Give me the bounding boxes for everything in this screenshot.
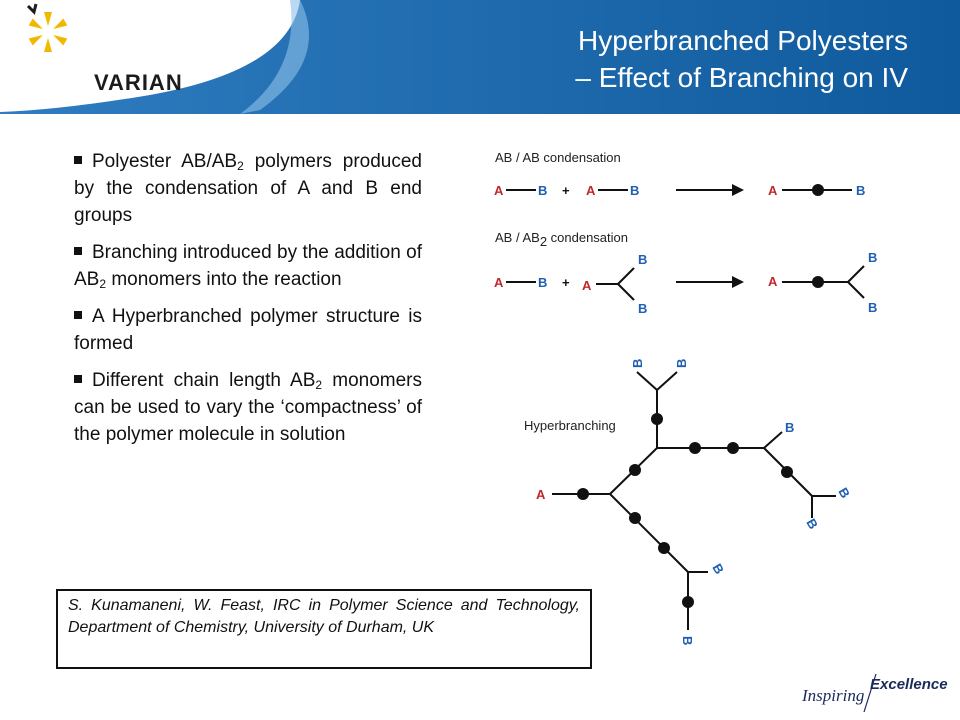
ab-monomer-1 <box>494 183 547 198</box>
svg-text:B: B <box>868 300 878 315</box>
ab2-product <box>768 250 877 315</box>
svg-text:A: A <box>494 275 504 290</box>
svg-text:A: A <box>586 183 596 198</box>
bullet-text: Branching introduced by the addition of AB <box>74 242 422 290</box>
svg-text:B: B <box>630 358 645 368</box>
svg-text:A: A <box>768 274 778 289</box>
svg-text:B: B <box>538 275 548 290</box>
svg-text:B: B <box>856 183 866 198</box>
plus-sign: + <box>562 275 570 290</box>
bullet-subscript: 2 <box>237 159 244 173</box>
bullet-text: A Hyperbranched polymer structure is formed <box>74 306 422 354</box>
svg-text:B: B <box>630 183 640 198</box>
title-line-1: Hyperbranched Polyesters <box>578 25 908 56</box>
title-line-2: – Effect of Branching on IV <box>575 62 908 93</box>
label-hyperbranching: Hyperbranching <box>524 418 616 433</box>
label-ab-condensation: AB / AB condensation <box>495 150 621 165</box>
svg-text:B: B <box>638 252 648 267</box>
ab-product <box>768 183 865 198</box>
svg-text:B: B <box>785 420 795 435</box>
bullet-subscript: 2 <box>315 378 323 392</box>
label-ab2-condensation: AB / AB2 condensation <box>495 230 628 249</box>
hyperbranched-nodes <box>577 413 793 608</box>
bullet-text: Polyester AB/AB <box>92 151 238 172</box>
bullet-text: Different chain length AB <box>92 370 316 391</box>
svg-text:B: B <box>538 183 548 198</box>
brand-name: VARIAN <box>94 70 183 95</box>
ab-monomer-2 <box>586 183 639 198</box>
ab-monomer-3 <box>494 275 547 290</box>
bullet-text: monomers can be used to vary the ‘compactness’ of the polymer molecule in solution <box>74 370 422 445</box>
bullet-text: monomers into the reaction <box>106 269 342 290</box>
footer-excellence: Excellence <box>870 676 948 693</box>
svg-text:B: B <box>835 485 854 501</box>
svg-text:B: B <box>680 636 695 646</box>
bullet-subscript: 2 <box>99 277 107 291</box>
plus-sign: + <box>562 183 570 198</box>
svg-text:B: B <box>803 516 822 532</box>
reaction-arrow-icon <box>676 184 744 196</box>
bullet-text: polymers produced by the condensation of A and B end groups <box>74 151 422 226</box>
svg-text:B: B <box>674 358 689 368</box>
svg-text:A: A <box>768 183 778 198</box>
reaction-arrow-icon <box>676 276 744 288</box>
hyperbranched-structure <box>552 372 836 630</box>
ab2-monomer <box>582 252 647 316</box>
svg-text:B: B <box>709 561 728 577</box>
svg-text:B: B <box>868 250 878 265</box>
footer-inspiring: Inspiring <box>802 686 865 705</box>
svg-text:A: A <box>494 183 504 198</box>
reference-citation: S. Kunamaneni, W. Feast, IRC in Polymer Science and Technology, Department of Chemistry, University of Durham, UK <box>56 589 592 669</box>
svg-text:B: B <box>638 301 648 316</box>
svg-text:A: A <box>536 487 546 502</box>
svg-text:A: A <box>582 278 592 293</box>
